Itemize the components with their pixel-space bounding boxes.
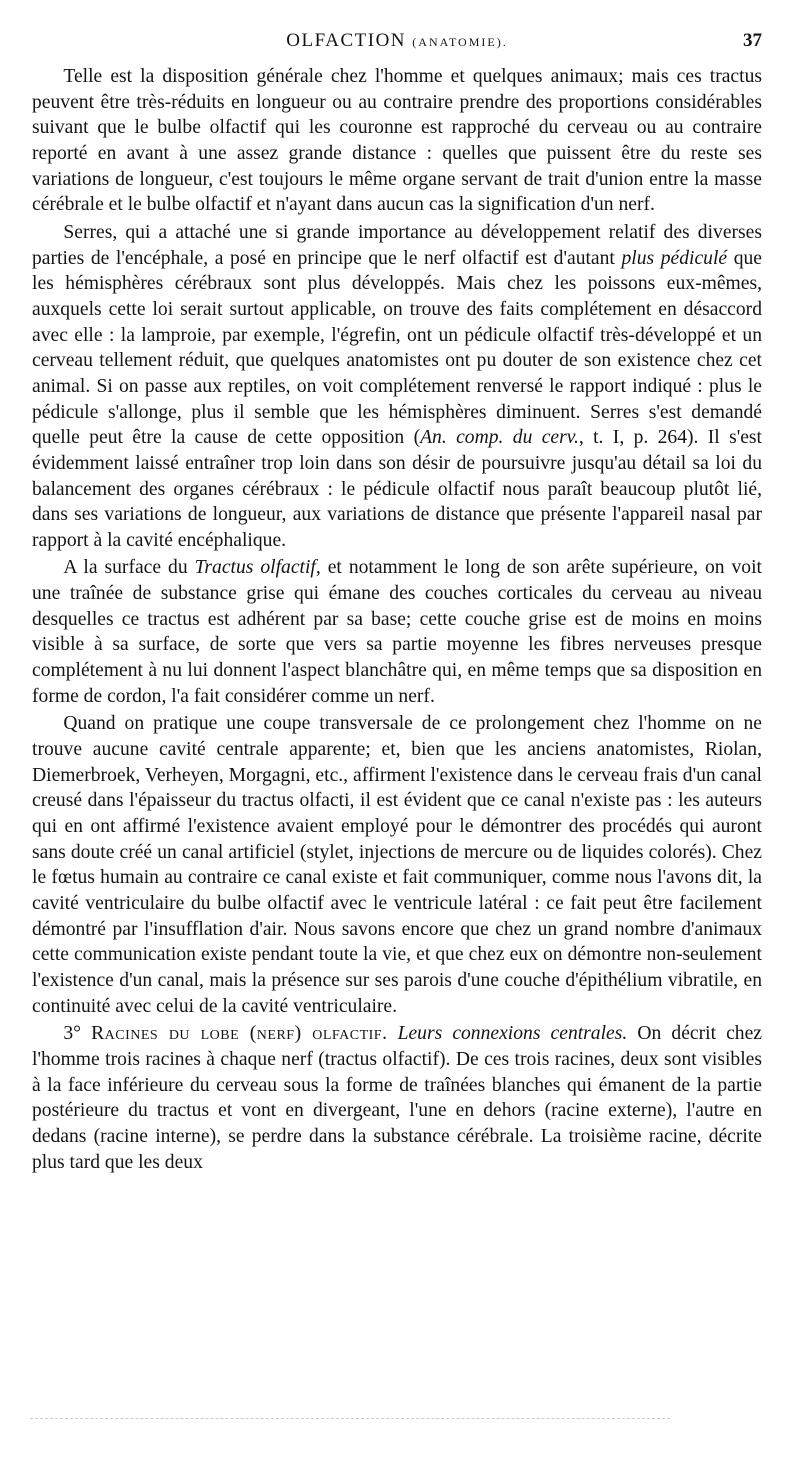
p2-text-c: que les hémisphères cérébraux sont plus développés. Mais chez les poissons eux-mêmes, auxquels cette loi serait surtout applicable, on trouve des faits complétement en désaccord avec elle : la lamproie, par exemple, l'égrefin, ont un pédicule olfactif très-développé et un cerveau tellement réduit, que quelques anatomistes ont pu douter de son existence chez cet animal. Si on passe aux reptiles, on voit complétement renversé le rapport indiqué : plus le pédicule s'allonge, plus il semble que les hémisphères diminuent. Serres s'est demandé quelle peut être la cause de cette opposition ( [32, 247, 762, 449]
running-title-sub: (ANATOMIE). [412, 35, 508, 49]
p5-space [387, 1023, 397, 1044]
paragraph-3 [32, 555, 762, 709]
p5-section-heading: Racines du lobe (nerf) olfactif. [91, 1023, 388, 1045]
p3-italic-tractus: Tractus olfactif [194, 557, 316, 579]
p3-text-c: , et notamment le long de son arête supérieure, on voit une traînée de substance grise qui émane des couches corticales du cerveau au niveau desquelles ce tractus est adhérent par sa base; cette couche grise est de moins en moins visible à sa surface, de sorte que vers sa partie moyenne les fibres nerveuses presque complétement à nu lui donnent l'aspect blanchâtre qui, en même temps que sa disposition en forme de cordon, l'a fait considérer comme un nerf. [32, 557, 762, 707]
running-header [32, 30, 762, 56]
body-text [32, 64, 762, 1175]
page-number: 37 [743, 30, 762, 51]
paragraph-2 [32, 220, 762, 554]
p3-text-a: A la surface du [63, 557, 195, 579]
book-page [32, 30, 762, 1175]
p2-italic-pedicule: plus pédiculé [621, 247, 728, 269]
p5-number: 3° [63, 1023, 92, 1045]
p2-text-a: Serres, qui a attaché une si grande importance au développement relatif des diverses parties de l'encéphale, a posé en principe que le nerf olfactif est d'autant [32, 221, 762, 269]
p5-text-e: On décrit chez l'homme trois racines à chaque nerf (tractus olfactif). De ces trois racines, deux sont visibles à la face inférieure du cerveau sous la forme de traînées blanches qui émanent de la partie postérieure du tractus et vont en divergeant, l'une en dehors (racine externe), l'autre en dedans (racine interne), se perdre dans la substance cérébrale. La troisième racine, décrite plus tard que les deux [32, 1023, 763, 1173]
p5-italic-subheading: Leurs connexions centrales. [397, 1023, 628, 1045]
scan-artifact-line [30, 1418, 670, 1421]
running-title [32, 30, 762, 52]
paragraph-4: Quand on pratique une coupe transversale de ce prolongement chez l'homme on ne trouve aucune cavité centrale apparente; et, bien que les anciens anatomistes, Riolan, Diemerbroek, Verheyen, Morgagni, etc., affirment l'existence dans le cerveau frais d'un canal creusé dans l'épaisseur du tractus olfacti, il est évident que ce canal n'existe pas : les auteurs qui en ont affirmé l'existence avaient employé pour le démontrer des procédés qui auront sans doute créé un canal artificiel (stylet, injections de mercure ou de liquides colorés). Chez le fœtus humain au contraire ce canal existe et fait communiquer, comme nous l'avons dit, la cavité ventriculaire du bulbe olfactif avec le ventricule latéral : ce fait peut être facilement démontré par l'insufflation d'air. Nous savons encore que chez un grand nombre d'animaux cette communication existe pendant toute la vie, et que chez eux on démontre non-seulement l'existence d'un canal, mais la présence sur ses parois d'une couche d'épithélium vibratile, en continuité avec celui de la cavité ventriculaire. [32, 713, 762, 1017]
paragraph-1: Telle est la disposition générale chez l'homme et quelques animaux; mais ces tractus peuvent être très-réduits en longueur ou au contraire prendre des proportions considérables suivant que le bulbe olfactif qui les couronne est rapproché du cerveau ou au contraire reporté en avant à une assez grande distance : quelles que puissent être du reste ses variations de longueur, c'est toujours le même organe servant de trait d'union entre la masse cérébrale et le bulbe olfactif et n'ayant dans aucun cas la signification d'un nerf. [32, 66, 762, 216]
running-title-main: OLFACTION [286, 30, 407, 51]
paragraph-5 [32, 1021, 762, 1175]
p2-text-e: , t. I, p. 264). Il s'est évidemment laissé entraîner trop loin dans son désir de poursuivre jusqu'au détail sa loi du balancement des organes cérébraux : le pédicule olfactif nous paraît beaucoup plutôt lié, dans ses variations de longueur, aux variations de distance que présente l'appareil nasal par rapport à la cavité encéphalique. [32, 427, 762, 551]
p2-citation: An. comp. du cerv. [420, 427, 579, 449]
